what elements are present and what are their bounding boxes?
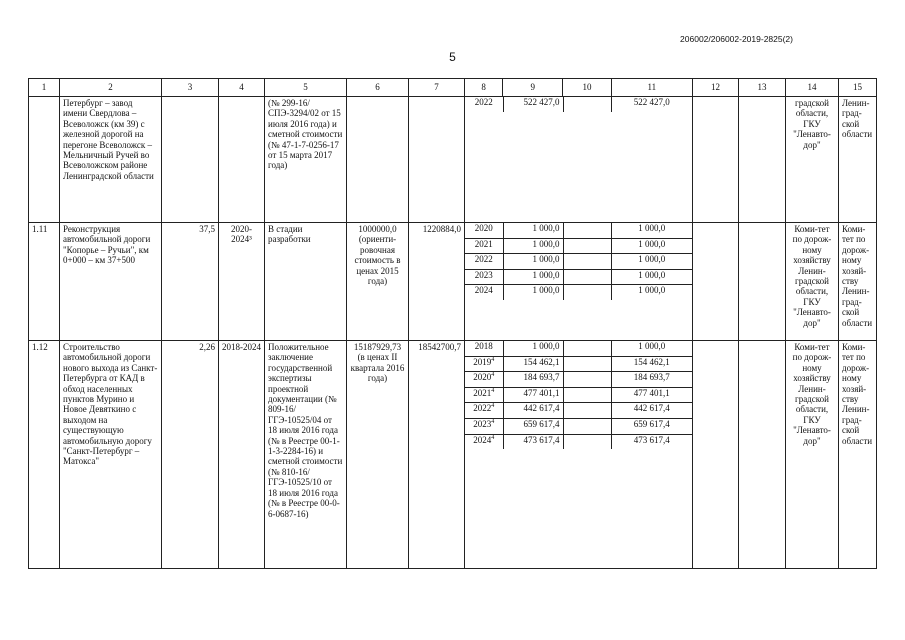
col-12-cell xyxy=(693,341,739,569)
year-cell xyxy=(465,285,503,300)
year-value: 2018 xyxy=(474,341,493,351)
amount-regional: 1 000,0 xyxy=(638,285,666,296)
documentation-cell: (№ 299-16/СПЭ-3294/02 от 15 июля 2016 года) и сметной стоимости (№ 47-1-7-0256-17 от 15 марта 2017 года) xyxy=(265,97,347,223)
header-cell: 8 xyxy=(465,79,503,97)
year-value: 2021 xyxy=(474,238,493,249)
footnote-marker: 4 xyxy=(491,372,495,379)
year-row xyxy=(465,403,692,419)
amount-total: 184 693,7 xyxy=(503,372,563,388)
yearly-funding-table xyxy=(465,97,692,112)
year-value: 2024 xyxy=(473,434,492,445)
year-row xyxy=(465,356,692,372)
period-cell xyxy=(219,97,265,223)
year-value: 2019 xyxy=(473,356,492,367)
amount-total: 1 000,0 xyxy=(503,254,563,270)
year-row xyxy=(465,254,692,270)
year-cell xyxy=(465,403,503,419)
document-number: 206002/206002-2019-2825(2) xyxy=(680,34,793,44)
year-row xyxy=(465,238,692,254)
col-13-cell xyxy=(739,341,786,569)
customer-cell: Коми-тет по дорож-ному хозяйству Ленин-градской области, ГКУ "Ленавто-дор" xyxy=(786,341,839,569)
year-value: 2022 xyxy=(474,254,493,265)
year-row xyxy=(465,223,692,238)
row-number xyxy=(29,97,60,223)
table-row xyxy=(29,97,877,223)
year-cell xyxy=(465,238,503,254)
header-cell: 1 xyxy=(29,79,60,97)
year-value: 2020 xyxy=(473,372,492,383)
footnote-marker: 4 xyxy=(491,434,495,441)
estimated-cost-cell: 1000000,0 (ориенти-ровочная стоимость в ценах 2015 года) xyxy=(347,223,409,341)
header-cell: 15 xyxy=(839,79,877,97)
yearly-funding-cell xyxy=(465,97,693,223)
year-cell xyxy=(465,387,503,403)
object-name: Строительство автомобильной дороги нового выхода из Санкт-Петербурга от КАД в обход населенных пунктов Мурино и Новое Девяткино с выходом на существующую автомобильную дорогу "Санкт-Петербург – Матокса" xyxy=(60,341,162,569)
object-name: Петербург – завод имени Свердлова – Всеволожск (км 39) с железной дорогой на перегоне Всеволожск – Мельничный Ручей во Всеволожском районе Ленинградской области xyxy=(60,97,162,223)
documentation-cell: Положительное заключение государственной экспертизы проектной документации (№ 809-16/ГГЭ-10525/04 от 18 июля 2016 года (№ в Реестре 00-1-1-3-2284-16) и сметной стоимости (№ 810-16/ГГЭ-10525/10 от 18 июля 2016 года (№ в Реестре 00-0-6-0687-16) xyxy=(265,341,347,569)
amount-total: 522 427,0 xyxy=(503,97,563,112)
amount-regional: 1 000,0 xyxy=(611,254,692,270)
amount-regional: 473 617,4 xyxy=(633,434,670,445)
capacity-cell xyxy=(162,97,219,223)
total-cost-cell: 18542700,7 xyxy=(409,341,465,569)
year-cell xyxy=(465,341,503,356)
amount-total: 1 000,0 xyxy=(503,223,563,238)
amount-federal xyxy=(563,434,611,449)
customer-cell: Коми-тет по дорож-ному хозяйству Ленин-градской области, ГКУ "Ленавто-дор" xyxy=(786,223,839,341)
header-cell: 3 xyxy=(162,79,219,97)
capacity-cell: 37,5 xyxy=(162,223,219,341)
amount-regional: 154 462,1 xyxy=(611,356,692,372)
row-number: 1.12 xyxy=(29,341,60,569)
col-12-cell xyxy=(693,223,739,341)
amount-federal xyxy=(563,97,611,112)
responsible-cell: Коми-тет по дорож-ному хозяй-ству Ленин-град-ской области xyxy=(839,223,877,341)
yearly-funding-table xyxy=(465,341,692,449)
estimated-cost-cell xyxy=(347,97,409,223)
amount-total: 154 462,1 xyxy=(503,356,563,372)
year-row xyxy=(465,341,692,356)
amount-federal xyxy=(563,254,611,270)
year-row xyxy=(465,434,692,449)
year-cell xyxy=(465,254,503,270)
responsible-cell: Коми-тет по дорож-ному хозяй-ству Ленин-град-ской области xyxy=(839,341,877,569)
amount-total: 1 000,0 xyxy=(503,285,563,300)
header-cell: 5 xyxy=(265,79,347,97)
year-row xyxy=(465,418,692,434)
amount-federal xyxy=(563,387,611,403)
capacity-cell: 2,26 xyxy=(162,341,219,569)
footnote-marker: 4 xyxy=(491,387,495,394)
year-cell xyxy=(465,434,503,449)
footnote-marker: 4 xyxy=(491,418,495,425)
page-number: 5 xyxy=(449,50,456,64)
header-cell: 14 xyxy=(786,79,839,97)
year-value: 2023 xyxy=(473,418,492,429)
amount-federal xyxy=(563,238,611,254)
amount-total: 1 000,0 xyxy=(503,341,563,356)
year-value: 2021 xyxy=(473,387,492,398)
year-value: 2022 xyxy=(474,97,493,107)
col-13-cell xyxy=(739,223,786,341)
amount-total: 1 000,0 xyxy=(503,238,563,254)
year-value: 2022 xyxy=(473,403,492,414)
amount-regional: 477 401,1 xyxy=(611,387,692,403)
yearly-funding-cell xyxy=(465,341,693,569)
total-cost-cell: 1220884,0 xyxy=(409,223,465,341)
header-cell: 11 xyxy=(611,79,692,97)
header-cell: 13 xyxy=(739,79,786,97)
header-row xyxy=(29,79,877,97)
year-value: 2023 xyxy=(474,269,493,280)
estimated-cost-cell: 15187929,73 (в ценах II квартала 2016 года) xyxy=(347,341,409,569)
header-cell: 10 xyxy=(563,79,611,97)
header-cell: 12 xyxy=(693,79,739,97)
header-cell: 6 xyxy=(347,79,409,97)
object-name: Реконструкция автомобильной дороги "Копорье – Ручьи", км 0+000 – км 37+500 xyxy=(60,223,162,341)
amount-regional: 184 693,7 xyxy=(611,372,692,388)
year-value: 2024 xyxy=(474,285,493,296)
amount-total: 659 617,4 xyxy=(503,418,563,434)
amount-federal xyxy=(563,223,611,238)
period-cell: 2020-2024³ xyxy=(219,223,265,341)
table-row xyxy=(29,223,877,341)
header-cell: 9 xyxy=(503,79,563,97)
amount-total: 477 401,1 xyxy=(503,387,563,403)
amount-federal xyxy=(563,269,611,285)
header-cell: 4 xyxy=(219,79,265,97)
footnote-marker: 4 xyxy=(491,356,495,363)
amount-regional: 1 000,0 xyxy=(611,269,692,285)
amount-federal xyxy=(563,285,611,300)
header-cell: 7 xyxy=(409,79,465,97)
year-row xyxy=(465,269,692,285)
documentation-cell: В стадии разработки xyxy=(265,223,347,341)
year-row xyxy=(465,97,692,112)
year-cell xyxy=(465,372,503,388)
amount-regional: 442 617,4 xyxy=(611,403,692,419)
header-cell: 2 xyxy=(60,79,162,97)
amount-federal xyxy=(563,403,611,419)
amount-regional: 1 000,0 xyxy=(611,341,692,356)
customer-cell: градской области, ГКУ "Ленавто-дор" xyxy=(786,97,839,223)
amount-total: 1 000,0 xyxy=(503,269,563,285)
year-cell xyxy=(465,223,503,238)
amount-federal xyxy=(563,341,611,356)
footnote-marker: 4 xyxy=(491,403,495,410)
col-12-cell xyxy=(693,97,739,223)
total-cost-cell xyxy=(409,97,465,223)
table-row xyxy=(29,341,877,569)
year-row xyxy=(465,285,692,300)
year-cell xyxy=(465,269,503,285)
amount-regional: 1 000,0 xyxy=(611,223,692,238)
amount-regional: 522 427,0 xyxy=(633,97,670,107)
amount-regional: 659 617,4 xyxy=(611,418,692,434)
yearly-funding-table xyxy=(465,223,692,300)
year-row xyxy=(465,372,692,388)
row-number: 1.11 xyxy=(29,223,60,341)
data-table xyxy=(28,78,877,569)
year-row xyxy=(465,387,692,403)
year-cell xyxy=(465,418,503,434)
amount-total: 473 617,4 xyxy=(503,434,563,449)
amount-federal xyxy=(563,418,611,434)
amount-total: 442 617,4 xyxy=(503,403,563,419)
yearly-funding-cell xyxy=(465,223,693,341)
year-cell xyxy=(465,97,503,112)
col-13-cell xyxy=(739,97,786,223)
year-cell xyxy=(465,356,503,372)
year-value: 2020 xyxy=(474,223,493,233)
period-cell: 2018-2024 xyxy=(219,341,265,569)
amount-federal xyxy=(563,372,611,388)
amount-federal xyxy=(563,356,611,372)
responsible-cell: Ленин-град-ской области xyxy=(839,97,877,223)
amount-regional: 1 000,0 xyxy=(611,238,692,254)
